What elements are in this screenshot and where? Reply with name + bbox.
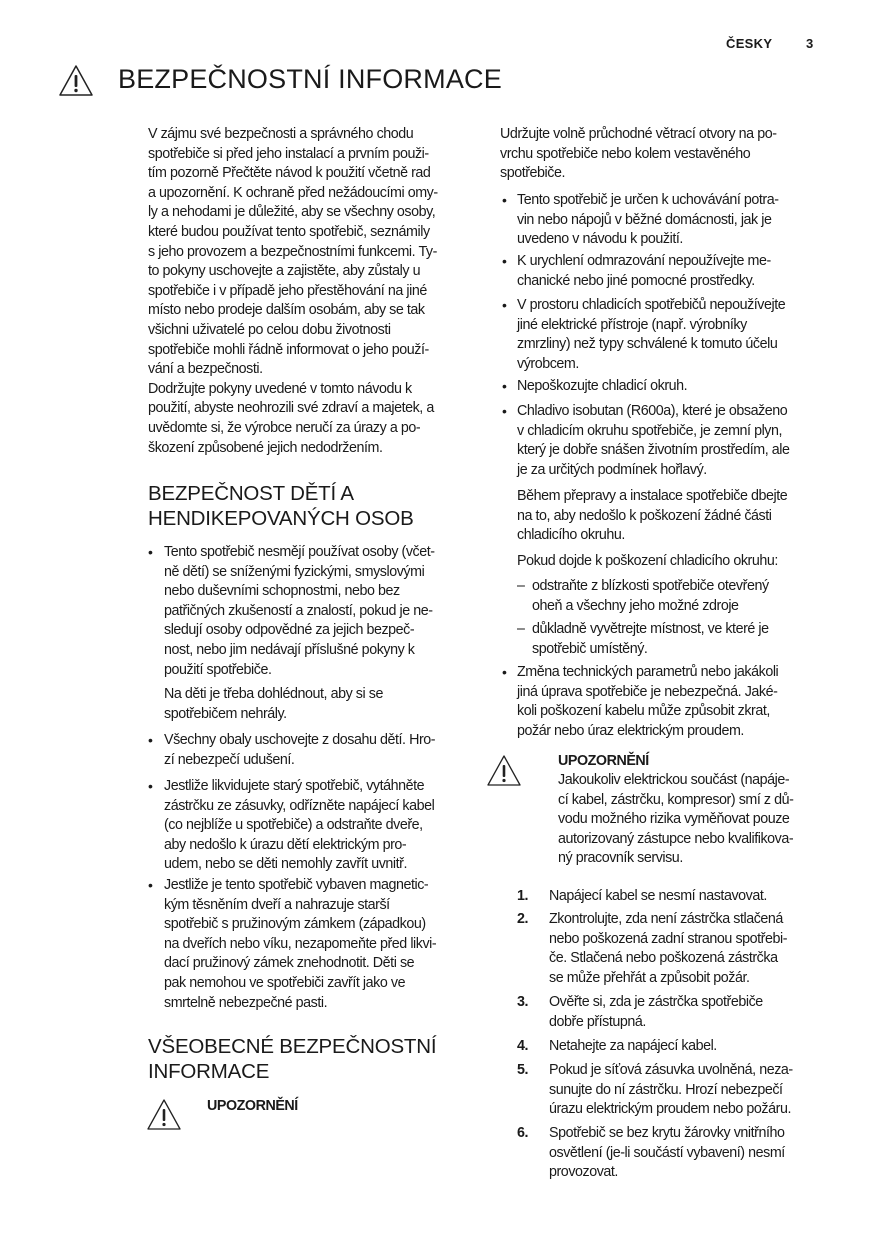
text-line: Dodržujte pokyny uvedené v tomto návodu k bbox=[148, 380, 412, 397]
numbered-item bbox=[549, 1061, 793, 1120]
text-line: V zájmu své bezpečnosti a správného chodu bbox=[148, 126, 414, 142]
text-line: osvětlení (je-li součástí vybavení) nesmí bbox=[549, 1144, 785, 1161]
text-line: Na děti je třeba dohlédnout, aby si se bbox=[164, 686, 383, 702]
text-line: pak nemohou ve spotřebiči zavřít jako ve bbox=[164, 974, 406, 991]
text-line: VŠEOBECNÉ BEZPEČNOSTNÍ bbox=[148, 1035, 437, 1058]
text-line: uvědomte si, že výrobce neručí za úrazy a po- bbox=[148, 419, 421, 436]
text-line: autorizovaný zástupce nebo kvalifikova- bbox=[558, 830, 794, 847]
list-number: 4. bbox=[517, 1038, 529, 1054]
text-line: použití, abyste neohrozili své zdraví a majetek, a bbox=[148, 400, 434, 417]
text-line: Pokud dojde k poškození chladicího okruhu: bbox=[517, 553, 778, 569]
list-item-note bbox=[517, 552, 778, 572]
text-line: na to, aby nedošlo k poškození žádné části bbox=[517, 507, 772, 524]
list-number: 6. bbox=[517, 1125, 529, 1141]
warning-triangle-icon bbox=[486, 754, 522, 788]
bullet-icon: • bbox=[502, 253, 507, 269]
text-line: ný pracovník servisu. bbox=[558, 850, 683, 867]
warning-text bbox=[558, 771, 793, 869]
text-line: chanické nebo jiné pomocné prostředky. bbox=[517, 272, 755, 289]
list-item bbox=[517, 252, 771, 291]
text-line: úrazu elektrickým proudem nebo požáru. bbox=[549, 1101, 791, 1118]
list-item bbox=[164, 777, 434, 875]
section-heading-general bbox=[148, 1034, 436, 1084]
list-number: 1. bbox=[517, 888, 529, 904]
text-line: Jestliže likvidujete starý spotřebič, vytáhněte bbox=[164, 778, 425, 794]
bullet-icon: • bbox=[502, 297, 507, 313]
text-line: Tento spotřebič nesmějí používat osoby (včet- bbox=[164, 544, 435, 560]
bullet-icon: • bbox=[502, 192, 507, 208]
page-number: 3 bbox=[806, 36, 814, 51]
language-label: ČESKY bbox=[726, 36, 773, 51]
warning-label: UPOZORNĚNÍ bbox=[207, 1098, 298, 1114]
text-line: použití spotřebiče. bbox=[164, 661, 272, 678]
text-line: HENDIKEPOVANÝCH OSOB bbox=[148, 507, 414, 530]
text-line: sledují osoby odpovědné za jejich bezpeč- bbox=[164, 622, 415, 639]
section-heading-children bbox=[148, 481, 414, 531]
text-line: Pokud je síťová zásuvka uvolněná, neza- bbox=[549, 1062, 793, 1078]
list-item bbox=[517, 402, 790, 480]
text-line: Tento spotřebič je určen k uchovávání potra- bbox=[517, 192, 779, 208]
text-line: vání a bezpečnosti. bbox=[148, 361, 263, 378]
text-line: Napájecí kabel se nesmí nastavovat. bbox=[549, 888, 767, 904]
text-line: sunujte do ní zástrčku. Hrozí nebezpečí bbox=[549, 1081, 783, 1098]
bullet-icon: • bbox=[148, 778, 153, 794]
bullet-icon: • bbox=[502, 664, 507, 680]
list-item bbox=[164, 543, 435, 680]
ventilation-paragraph bbox=[500, 125, 777, 184]
list-item bbox=[517, 663, 778, 741]
text-line: ně dětí) se sníženými fyzickými, smyslovými bbox=[164, 563, 425, 580]
dash-icon: – bbox=[517, 621, 525, 637]
text-line: je za určitých podmínek hořlavý. bbox=[517, 461, 707, 478]
text-line: Jestliže je tento spotřebič vybaven magnetic- bbox=[164, 877, 429, 893]
text-line: Všechny obaly uschovejte z dosahu dětí. Hro- bbox=[164, 732, 436, 748]
text-line: Netahejte za napájecí kabel. bbox=[549, 1038, 717, 1054]
text-line: Během přepravy a instalace spotřebiče dbejte bbox=[517, 488, 788, 504]
text-line: ly a nehodami je důležité, aby se všechny osoby, bbox=[148, 204, 436, 221]
text-line: Jakoukoliv elektrickou součást (napáje- bbox=[558, 772, 790, 788]
text-line: spotřebič umístěný. bbox=[532, 640, 648, 657]
text-line: koli poškození kabelu může způsobit zkrat, bbox=[517, 703, 770, 720]
bullet-icon: • bbox=[148, 877, 153, 893]
text-line: všichni uživatelé po celou dobu životnosti bbox=[148, 321, 391, 338]
text-line: aby nedošlo k úrazu dětí elektrickým pro- bbox=[164, 836, 407, 853]
text-line: dací pružinový zámek znehodnotit. Děti se bbox=[164, 955, 415, 972]
text-line: nost, nebo jim nedávají příslušné pokyny k bbox=[164, 641, 415, 658]
text-line: škození způsobené jejich nedodržením. bbox=[148, 439, 383, 456]
text-line: patřičných zkušeností a znalostí, pokud je ne- bbox=[164, 602, 433, 619]
text-line: oheň a všechny jeho možné zdroje bbox=[532, 597, 739, 614]
text-line: vin nebo nápojů v běžné domácnosti, jak je bbox=[517, 211, 772, 228]
warning-triangle-icon bbox=[146, 1098, 182, 1132]
text-line: (co nejblíže u spotřebiče) a odstraňte dveře, bbox=[164, 817, 423, 834]
text-line: a upozornění. K ochraně před nežádoucími omy- bbox=[148, 184, 438, 201]
text-line: dobře přístupná. bbox=[549, 1013, 646, 1030]
list-item bbox=[517, 377, 687, 397]
dash-icon: – bbox=[517, 578, 525, 594]
dash-item bbox=[532, 620, 769, 659]
bullet-icon: • bbox=[148, 732, 153, 748]
text-line: odstraňte z blízkosti spotřebiče otevřený bbox=[532, 578, 769, 594]
text-line: udem, nebo se děti nemohly zavřít uvnitř. bbox=[164, 856, 407, 873]
text-line: Změna technických parametrů nebo jakákoli bbox=[517, 664, 779, 680]
list-number: 5. bbox=[517, 1062, 529, 1078]
numbered-item bbox=[549, 887, 767, 907]
text-line: místo nebo prodeje dalším osobám, aby se tak bbox=[148, 302, 425, 319]
bullet-icon: • bbox=[148, 544, 153, 560]
text-line: Nepoškozujte chladicí okruh. bbox=[517, 378, 688, 394]
text-line: provozovat. bbox=[549, 1164, 618, 1181]
text-line: zástrčku ze zásuvky, odřízněte napájecí kabel bbox=[164, 797, 435, 814]
text-line: se může přehřát a způsobit požár. bbox=[549, 969, 750, 986]
intro-paragraph bbox=[148, 125, 438, 458]
text-line: nebo poškozená zadní stranou spotřebi- bbox=[549, 930, 788, 947]
text-line: Zkontrolujte, zda není zástrčka stlačená bbox=[549, 911, 783, 927]
list-number: 3. bbox=[517, 994, 529, 1010]
text-line: na dveřích nebo víku, nezapomeňte před likvi- bbox=[164, 935, 437, 952]
text-line: cí kabel, zástrčku, kompresor) smí z dů- bbox=[558, 791, 794, 808]
text-line: který je dobře snášen životním prostředím, ale bbox=[517, 442, 790, 459]
page-title: BEZPEČNOSTNÍ INFORMACE bbox=[118, 64, 502, 94]
text-line: chladicího okruhu. bbox=[517, 527, 625, 544]
text-line: smrtelně nebezpečné pasti. bbox=[164, 994, 328, 1011]
warning-label: UPOZORNĚNÍ bbox=[558, 753, 649, 769]
warning-triangle-icon bbox=[58, 64, 94, 98]
text-line: K urychlení odmrazování nepoužívejte me- bbox=[517, 253, 771, 269]
bullet-icon: • bbox=[502, 378, 507, 394]
numbered-item bbox=[549, 910, 787, 988]
text-line: spotřebič s pružinovým zámkem (západkou) bbox=[164, 916, 426, 933]
text-line: INFORMACE bbox=[148, 1060, 270, 1083]
text-line: jiná úprava spotřebiče je nebezpečná. Jaké- bbox=[517, 683, 778, 700]
list-number: 2. bbox=[517, 911, 529, 927]
text-line: Ověřte si, zda je zástrčka spotřebiče bbox=[549, 994, 763, 1010]
text-line: kým těsněním dveří a nahrazuje starší bbox=[164, 896, 390, 913]
text-line: spotřebiče. bbox=[500, 165, 565, 182]
text-line: če. Stlačená nebo poškozená zástrčka bbox=[549, 950, 778, 967]
text-line: vrchu spotřebiče nebo kolem vestavěného bbox=[500, 145, 751, 162]
text-line: nebo duševními schopnostmi, nebo bez bbox=[164, 583, 400, 600]
text-line: spotřebiče i v případě jeho přestěhování na jiné bbox=[148, 282, 427, 299]
numbered-item bbox=[549, 1124, 785, 1183]
text-line: BEZPEČNOST DĚTÍ A bbox=[148, 482, 354, 505]
list-item bbox=[517, 191, 779, 250]
text-line: důkladně vyvětrejte místnost, ve které je bbox=[532, 621, 769, 637]
text-line: to pokyny uschovejte a zajistěte, aby zůstaly u bbox=[148, 263, 421, 280]
text-line: jiné elektrické přístroje (např. výrobníky bbox=[517, 316, 747, 333]
dash-item bbox=[532, 577, 769, 616]
text-line: zmrzliny) než typy schválené k tomuto účelu bbox=[517, 336, 778, 353]
list-item-note bbox=[164, 685, 383, 724]
numbered-item bbox=[549, 993, 763, 1032]
text-line: spotřebiče mohli řádně informovat o jeho použí- bbox=[148, 341, 429, 358]
text-line: uvedeno v návodu k použití. bbox=[517, 231, 683, 248]
text-line: spotřebiče si před jeho instalací a prvním použi- bbox=[148, 145, 429, 162]
text-line: V prostoru chladicích spotřebičů nepoužívejte bbox=[517, 297, 786, 313]
text-line: výrobcem. bbox=[517, 355, 579, 372]
text-line: Udržujte volně průchodné větrací otvory na po- bbox=[500, 126, 777, 142]
list-item bbox=[164, 876, 436, 1013]
text-line: s jeho provozem a bezpečnostními funkcemi. Ty- bbox=[148, 243, 437, 260]
text-line: které budou používat tento spotřebič, seznámily bbox=[148, 223, 430, 240]
list-item-note bbox=[517, 487, 787, 546]
text-line: Spotřebič se bez krytu žárovky vnitřního bbox=[549, 1125, 785, 1141]
text-line: spotřebičem nehrály. bbox=[164, 705, 287, 722]
list-item bbox=[164, 731, 435, 770]
text-line: požár nebo úraz elektrickým proudem. bbox=[517, 722, 744, 739]
text-line: Chladivo isobutan (R600a), které je obsaženo bbox=[517, 403, 788, 419]
text-line: tím pozorně Přečtěte návod k použití včetně rad bbox=[148, 165, 431, 182]
numbered-item bbox=[549, 1037, 717, 1057]
bullet-icon: • bbox=[502, 403, 507, 419]
text-line: zí nebezpečí udušení. bbox=[164, 751, 295, 768]
text-line: v chladicím okruhu spotřebiče, je zemní plyn, bbox=[517, 422, 783, 439]
list-item bbox=[517, 296, 785, 374]
text-line: vodu možného rizika vyměňovat pouze bbox=[558, 811, 790, 828]
